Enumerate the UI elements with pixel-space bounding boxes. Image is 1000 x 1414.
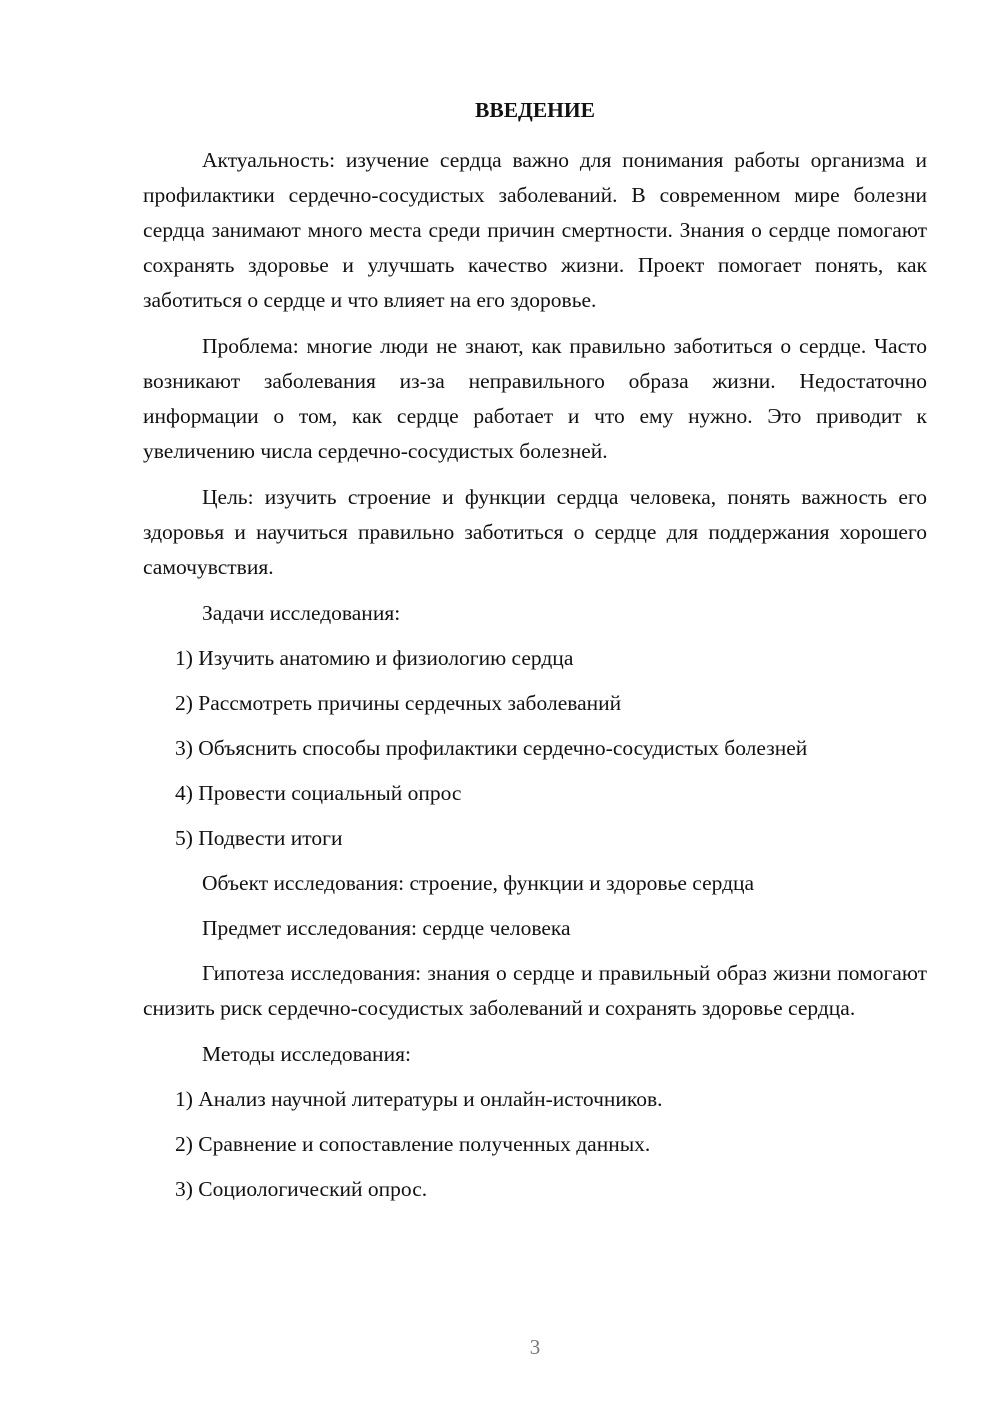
goal-paragraph: Цель: изучить строение и функции сердца человека, понять важность его здоровья и научиться правильно заботиться о сердце для поддержания хорошего самочувствия. bbox=[143, 485, 927, 579]
relevance-paragraph: Актуальность: изучение сердца важно для понимания работы организма и профилактики сердечно-сосудистых заболеваний. В современном мире болезни сердца занимают много места среди причин смертности. Знания о сердце помогают сохранять здоровье и улучшать качество жизни. Проект помогает понять, как заботиться о сердце и что влияет на его здоровье. bbox=[143, 148, 927, 312]
list-item: 2) Сравнение и сопоставление полученных данных. bbox=[175, 1132, 651, 1156]
list-item: 2) Рассмотреть причины сердечных заболеваний bbox=[175, 691, 622, 715]
page-number: 3 bbox=[529, 1335, 541, 1359]
section-title: ВВЕДЕНИЕ bbox=[475, 98, 595, 122]
page-content bbox=[143, 96, 927, 1217]
tasks-list bbox=[143, 641, 927, 856]
methods-list bbox=[143, 1082, 927, 1207]
methods-label: Методы исследования: bbox=[202, 1042, 411, 1066]
subject-paragraph: Предмет исследования: сердце человека bbox=[202, 916, 571, 940]
list-item: 4) Провести социальный опрос bbox=[175, 781, 462, 805]
list-item: 3) Социологический опрос. bbox=[175, 1177, 428, 1201]
list-item: 5) Подвести итоги bbox=[175, 826, 343, 850]
tasks-label: Задачи исследования: bbox=[202, 601, 401, 625]
list-item: 1) Анализ научной литературы и онлайн-источников. bbox=[175, 1087, 663, 1111]
object-paragraph: Объект исследования: строение, функции и здоровье сердца bbox=[202, 871, 755, 895]
list-item: 3) Объяснить способы профилактики сердечно-сосудистых болезней bbox=[175, 736, 808, 760]
hypothesis-paragraph: Гипотеза исследования: знания о сердце и правильный образ жизни помогают снизить риск сердечно-сосудистых заболеваний и сохранять здоровье сердца. bbox=[143, 961, 927, 1020]
problem-paragraph: Проблема: многие люди не знают, как правильно заботиться о сердце. Часто возникают заболевания из-за неправильного образа жизни. Недостаточно информации о том, как сердце работает и что ему нужно. Это приводит к увеличению числа сердечно-сосудистых болезней. bbox=[143, 334, 927, 463]
list-item: 1) Изучить анатомию и физиологию сердца bbox=[175, 646, 574, 670]
